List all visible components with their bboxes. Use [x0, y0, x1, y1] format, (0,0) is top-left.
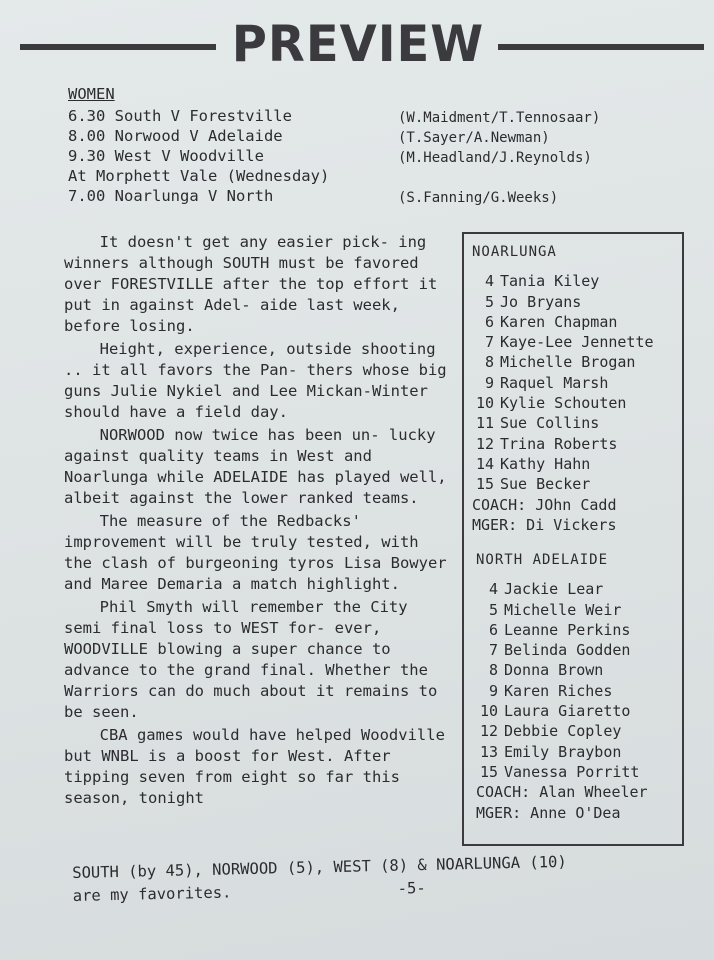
- team-name: NORTH ADELAIDE: [476, 552, 609, 568]
- player-name: Leanne Perkins: [504, 620, 631, 639]
- player-number: 6: [488, 620, 498, 639]
- fixture-umpires: (M.Headland/J.Reynolds): [398, 150, 592, 166]
- page-number: -5-: [397, 878, 426, 898]
- player-number: 8: [484, 353, 494, 372]
- player-name: Emily Braybon: [504, 742, 622, 761]
- player-name: Kaye-Lee Jennette: [500, 333, 654, 352]
- fixture-row: [68, 186, 688, 206]
- fixtures-heading: WOMEN: [68, 85, 115, 103]
- roster-north-adelaide: [476, 550, 648, 823]
- player-row: [472, 413, 654, 433]
- player-name: Debbie Copley: [504, 722, 622, 741]
- player-number: 8: [488, 661, 498, 680]
- masthead-rule-left: [20, 44, 216, 50]
- player-name: Jo Bryans: [500, 292, 582, 311]
- fixtures-list: [68, 84, 688, 206]
- player-number: 11: [475, 414, 494, 433]
- player-name: Kathy Hahn: [500, 454, 591, 473]
- fixture-venue: At Morphett Vale (Wednesday): [68, 167, 330, 185]
- player-number: 12: [479, 722, 498, 741]
- player-row: [472, 454, 654, 474]
- fixture-game: 7.00 Noarlunga V North: [68, 187, 274, 205]
- team-manager: MGER: Anne O'Dea: [476, 803, 621, 822]
- player-name: Tania Kiley: [500, 272, 600, 291]
- player-row: [476, 701, 648, 721]
- player-number: 7: [488, 641, 498, 660]
- player-number: 5: [488, 600, 498, 619]
- fixture-game: 8.00 Norwood V Adelaide: [68, 127, 283, 145]
- player-row: [472, 271, 654, 291]
- player-row: [476, 681, 648, 701]
- player-row: [472, 332, 654, 352]
- player-number: 10: [479, 702, 498, 721]
- player-row: [472, 312, 654, 332]
- player-name: Laura Giaretto: [504, 702, 631, 721]
- team-name: NOARLUNGA: [472, 244, 557, 260]
- player-number: 4: [484, 272, 494, 291]
- player-number: 9: [484, 373, 494, 392]
- masthead: [0, 14, 714, 74]
- article-paragraph: It doesn't get any easier pick- ing winners although SOUTH must be favored over FORESTVILLE after the top effort it put in against Adel- aide last week, before losing.: [64, 233, 438, 335]
- player-name: Michelle Weir: [504, 600, 622, 619]
- player-row: [476, 600, 648, 620]
- player-row: [472, 292, 654, 312]
- player-name: Belinda Godden: [504, 641, 631, 660]
- player-row: [476, 762, 648, 782]
- player-name: Jackie Lear: [504, 580, 604, 599]
- team-coach: COACH: JOhn Cadd: [472, 495, 617, 514]
- player-row: [476, 620, 648, 640]
- team-rosters-box: [462, 232, 684, 846]
- fixture-umpires: (T.Sayer/A.Newman): [398, 130, 550, 146]
- fixture-umpires: (W.Maidment/T.Tennosaar): [398, 110, 601, 126]
- fixture-game: 9.30 West V Woodville: [68, 147, 264, 165]
- player-row: [472, 352, 654, 372]
- fixture-row: [68, 146, 688, 166]
- player-name: Raquel Marsh: [500, 373, 609, 392]
- player-number: 5: [484, 292, 494, 311]
- roster-noarlunga: [472, 242, 654, 535]
- team-coach: COACH: Alan Wheeler: [476, 783, 648, 802]
- article-paragraph: Phil Smyth will remember the City semi final loss to WEST for- ever, WOODVILLE blowing a super chance to advance to the grand final. Whether the Warriors can do much about it remains to be seen.: [64, 598, 438, 721]
- player-number: 15: [479, 762, 498, 781]
- player-name: Vanessa Porritt: [504, 762, 640, 781]
- article-paragraph: Height, experience, outside shooting .. it all favors the Pan- thers whose big guns Julie Nykiel and Lee Mickan-Winter should have a field day.: [64, 340, 447, 421]
- closing-text: are my favorites.: [72, 883, 232, 905]
- player-row: [472, 474, 654, 494]
- player-number: 4: [488, 580, 498, 599]
- fixture-row: [68, 106, 688, 126]
- player-number: 7: [484, 333, 494, 352]
- fixture-game: 6.30 South V Forestville: [68, 107, 292, 125]
- player-name: Trina Roberts: [500, 434, 618, 453]
- player-number: 10: [475, 394, 494, 413]
- player-name: Karen Chapman: [500, 312, 618, 331]
- player-name: Karen Riches: [504, 681, 613, 700]
- player-number: 9: [488, 681, 498, 700]
- player-number: 12: [475, 434, 494, 453]
- player-name: Kylie Schouten: [500, 394, 627, 413]
- player-row: [476, 579, 648, 599]
- fixture-umpires: (S.Fanning/G.Weeks): [398, 190, 559, 206]
- player-name: Donna Brown: [504, 661, 604, 680]
- fixture-row: [68, 166, 688, 186]
- player-number: 15: [475, 475, 494, 494]
- player-number: 13: [479, 742, 498, 761]
- player-row: [476, 742, 648, 762]
- player-row: [476, 660, 648, 680]
- player-name: Sue Becker: [500, 475, 591, 494]
- page-title: PREVIEW: [231, 15, 485, 73]
- player-row: [472, 434, 654, 454]
- article-paragraph: NORWOOD now twice has been un- lucky against quality teams in West and Noarlunga while ADELAIDE has played well, albeit against the lower ranked teams.: [64, 426, 447, 507]
- player-name: Sue Collins: [500, 414, 600, 433]
- closing-line-favorites: SOUTH (by 45), NORWOOD (5), WEST (8) & NOARLUNGA (10): [72, 852, 567, 882]
- fixture-row: [68, 126, 688, 146]
- player-number: 6: [484, 312, 494, 331]
- team-manager: MGER: Di Vickers: [472, 515, 617, 534]
- player-row: [472, 373, 654, 393]
- player-name: Michelle Brogan: [500, 353, 636, 372]
- preview-article: [64, 232, 449, 811]
- article-paragraph: CBA games would have helped Woodville but WNBL is a boost for West. After tipping seven from eight so far this season, tonight: [64, 726, 445, 807]
- article-paragraph: The measure of the Redbacks' improvement will be truly tested, with the clash of burgeoning tyros Lisa Bowyer and Maree Demaria a match highlight.: [64, 512, 447, 593]
- player-row: [476, 640, 648, 660]
- player-row: [472, 393, 654, 413]
- masthead-rule-right: [498, 44, 704, 50]
- closing-tips: [72, 848, 673, 908]
- player-row: [476, 721, 648, 741]
- player-number: 14: [475, 454, 494, 473]
